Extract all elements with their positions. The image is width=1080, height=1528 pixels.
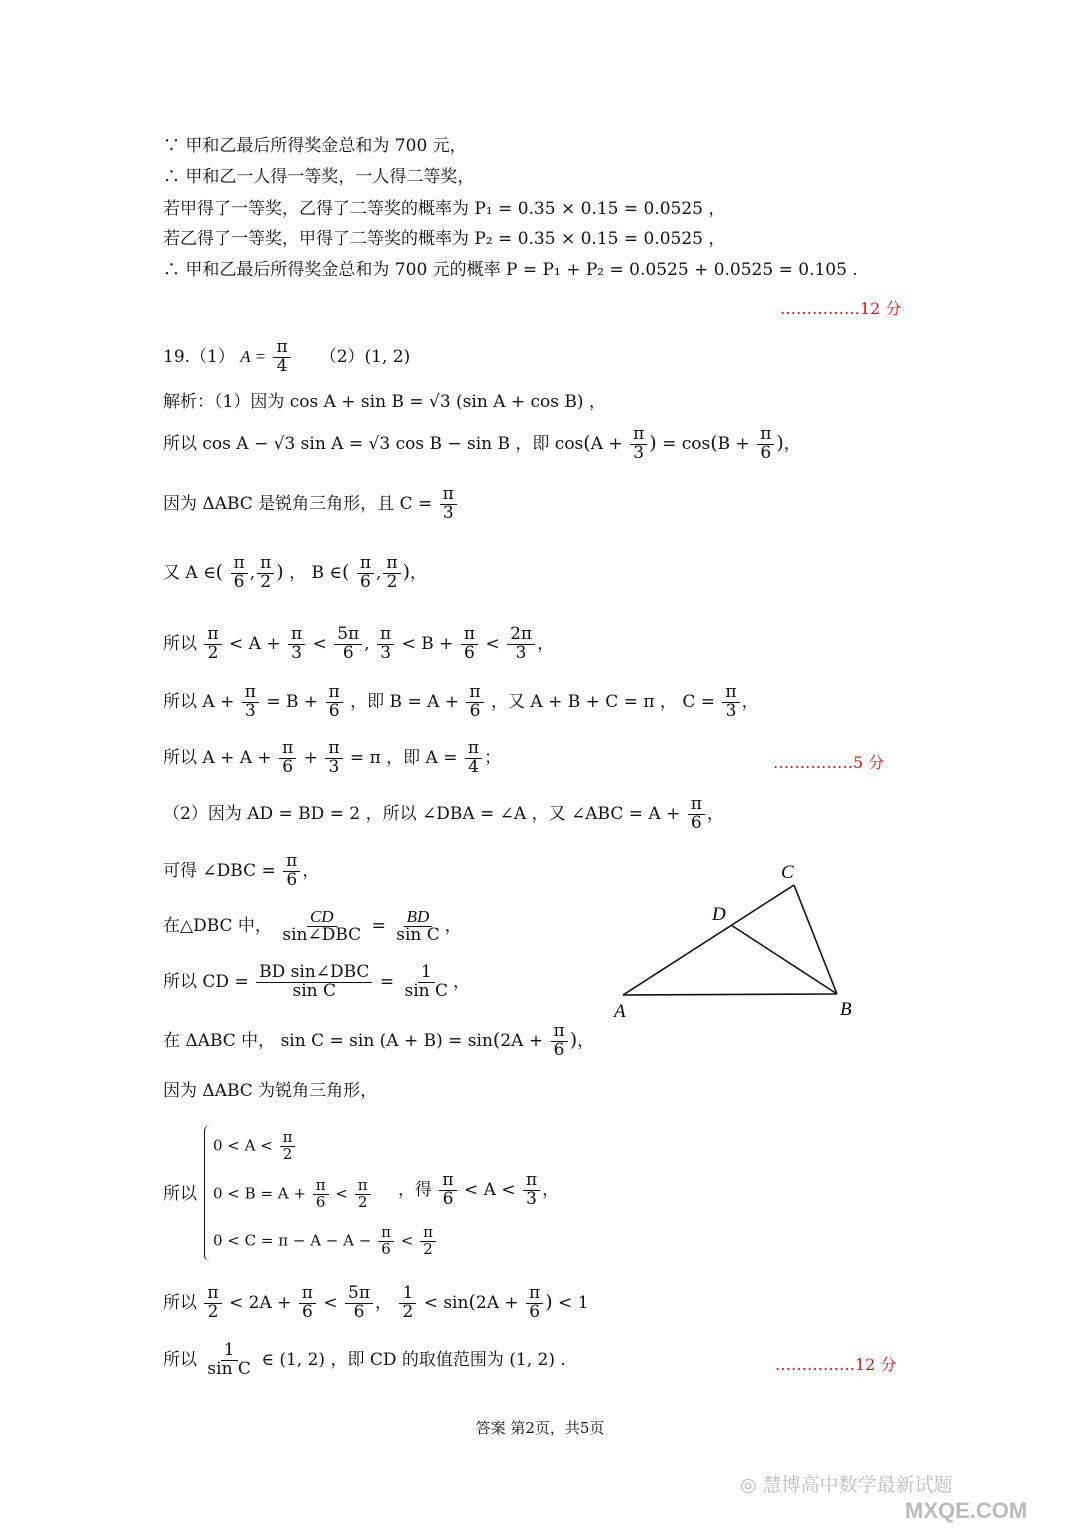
q18-line-3: 若甲得了一等奖，乙得了二等奖的概率为 P₁ = 0.35 × 0.15 = 0.0525 ， [163,199,726,219]
q19-line-6: 所以 A + $\frac{\pi}{3}$ = B + $\frac{\pi}{6}$ ，即 B = A + $\frac{\pi}{6}$ ，又 A + B + C = π ， C = $\frac{\pi}{3}$ ， [163,682,759,721]
q19-system-label: 所以 [163,1184,197,1204]
system-row-2: 0 < B = A + $\frac{\pi}{6}$ < $\frac{\pi}{2}$ [213,1178,373,1211]
q18-line-5: ∴ 甲和乙最后所得奖金总和为 700 元的概率 P = P₁ + P₂ = 0.0525 + 0.0525 = 0.105 . [163,260,858,280]
fraction: $\frac{\pi}{4}$ [273,339,290,376]
system-result: ，得 $\frac{\pi}{6}$ < A < $\frac{\pi}{3}$ ， [398,1170,560,1209]
label-b: B [840,999,852,1020]
q19-part2-line-9: 所以 $\frac{1}{\text{sin C}}$ ∈ (1, 2) ，即 CD 的取值范围为 (1, 2) . [163,1340,566,1379]
edge-ab [623,994,837,995]
edge-cb [794,885,837,994]
edge-db [731,925,837,994]
q18-line-1: ∵ 甲和乙最后所得奖金总和为 700 元， [163,136,467,156]
watermark-left: ◎ 慧博高中数学最新试题 [740,1474,953,1496]
q19-line-5: 所以 $\frac{\pi}{2}$ < A + $\frac{\pi}{3}$ < $\frac{5\pi}{6}$ , $\frac{\pi}{3}$ < B + $\frac{\pi}{6}$ < $\frac{2\pi}{3}$ ， [163,624,555,663]
system-row-3: 0 < C = π − A − A − $\frac{\pi}{6}$ < $\frac{\pi}{2}$ [213,1225,438,1258]
label-d: D [712,904,726,925]
q19-part2-line-5: 在 ΔABC 中， sin C = sin (A + B) = sin(2A + $\frac{\pi}{6}$ )， [163,1021,595,1060]
system-row-1: 0 < A < $\frac{\pi}{2}$ [213,1130,297,1163]
q19-line-3: 因为 ΔABC 是锐角三角形，且 C = $\frac{\pi}{3}$ [163,486,459,523]
q19-analysis: 解析：（1）因为 cos A + sin B = √3 (sin A + cos B) ， [163,392,606,412]
q19-part2-line-2: 可得 ∠DBC = $\frac{\pi}{6}$ ， [163,851,320,890]
q19-part2-line-1: （2）因为 AD = BD = 2 ，所以 ∠DBA = ∠A ，又 ∠ABC = A + $\frac{\pi}{6}$ ， [163,794,724,833]
q19-score-1: ……………5 分 [773,753,885,772]
q18-line-2: ∴ 甲和乙一人得一等奖，一人得二等奖， [163,167,475,187]
q19-part2-line-4: 所以 CD = $\frac{\text{BD sin∠DBC}}{\text{sin C}}$ = $\frac{1}{\text{sin C}}$ ， [163,962,471,1001]
triangle-figure [600,855,870,1030]
label-c: C [781,862,794,883]
edge-ac [623,885,794,995]
q19-part2-line-6: 因为 ΔABC 为锐角三角形， [163,1081,378,1101]
q18-score: ……………12 分 [780,299,902,318]
q19-part2-line-8: 所以 $\frac{\pi}{2}$ < 2A + $\frac{\pi}{6}$ < $\frac{5\pi}{6}$ ， $\frac{1}{2}$ < sin(2A + $\frac{\pi}{6}$ ) < 1 [163,1283,589,1322]
q18-line-4: 若乙得了一等奖，甲得了二等奖的概率为 P₂ = 0.35 × 0.15 = 0.0525 ， [163,229,726,249]
q19-line-4: 又 A ∈( $\frac{\pi}{6}$ , $\frac{\pi}{2}$ ) ， B ∈( $\frac{\pi}{6}$ , $\frac{\pi}{2}$ )， [163,553,428,592]
q19-score-2: ……………12 分 [775,1355,897,1374]
q19-header: 19.（1） A = $\frac{\pi}{4}$ （2）(1, 2) [163,337,411,376]
watermark-right: MXQE.COM [905,1498,1028,1523]
q19-line-2: 所以 cos A − √3 sin A = √3 cos B − sin B ，即 cos(A + $\frac{\pi}{3}$ ) = cos(B + $\frac{\pi}{6}$ )， [163,424,801,463]
brace [204,1125,213,1261]
wechat-icon: ◎ [740,1474,757,1496]
label-a: A [614,1001,626,1022]
q19-part2-line-3: 在△DBC 中， $\frac{CD}{\text{sin∠DBC}}$ = $\frac{BD}{\text{sin C}}$ ， [163,907,462,945]
q19-line-7: 所以 A + A + $\frac{\pi}{6}$ + $\frac{\pi}{3}$ = π ，即 A = $\frac{\pi}{4}$ ； [163,738,502,777]
page-footer: 答案 第2页，共5页 [475,1419,605,1437]
